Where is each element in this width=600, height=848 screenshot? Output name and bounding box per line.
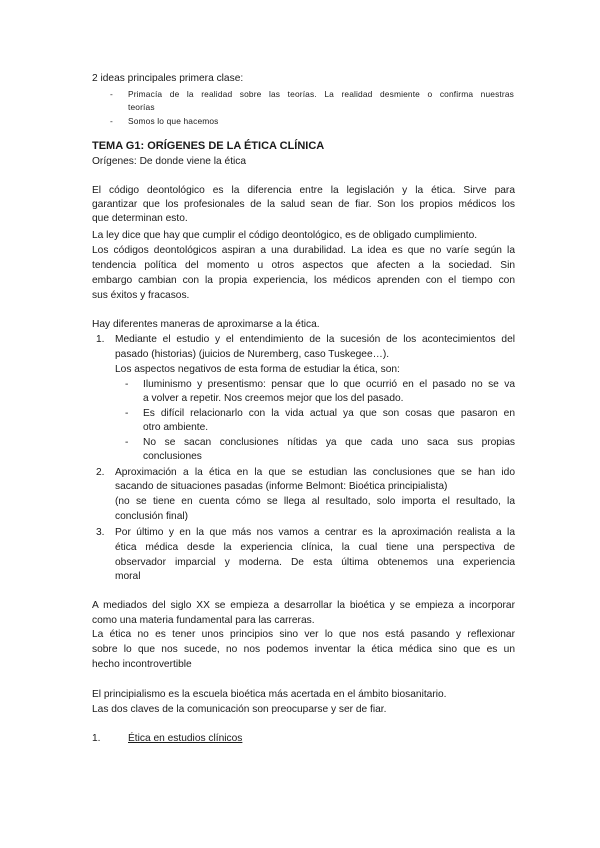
para1-line: La ley dice que hay que cumplir el código deontológico, es de obligado cumplimiento. [92, 230, 478, 241]
intro-bullet-2: Somos lo que hacemos [128, 116, 219, 126]
list-number: 1. [96, 334, 105, 345]
para2-line: sobre lo que nos sucede, no nos podemos inventar la ética médica sino que es un [92, 644, 515, 655]
subbullet-line: Es difícil relacionarlo con la vida actual ya que son cosas que pasaron en [143, 408, 515, 419]
subbullet-marker: - [125, 437, 129, 448]
intro-bullet-1-line-1: Primacía de la realidad sobre las teorías. La realidad desmiente o confirma nuestras [128, 89, 514, 99]
subbullet-marker: - [125, 408, 129, 419]
para2-line: como una materia fundamental para las carreras. [92, 615, 315, 626]
intro-heading: 2 ideas principales primera clase: [92, 73, 244, 84]
para3-line: El principialismo es la escuela bioética más acertada en el ámbito biosanitario. [92, 689, 447, 700]
intro-bullet-1-line-2: teorías [128, 102, 155, 112]
subbullet-line: Iluminismo y presentismo: pensar que lo que ocurrió en el pasado no se va [143, 379, 515, 390]
subbullet-line: otro ambiente. [143, 422, 209, 433]
section-number: 1. [92, 733, 101, 744]
para2-line: hecho incontrovertible [92, 659, 192, 670]
topic-subtitle: Orígenes: De donde viene la ética [92, 156, 247, 167]
topic-title: TEMA G1: ORÍGENES DE LA ÉTICA CLÍNICA [92, 140, 325, 152]
intro-bullet-marker: - [110, 89, 113, 99]
list-number: 3. [96, 527, 105, 538]
para1-line: Los códigos deontológicos aspiran a una durabilidad. La idea es que no varíe según la [92, 245, 515, 256]
subbullet-line: No se sacan conclusiones nítidas ya que cada uno saca sus propias [143, 437, 515, 448]
item-1-line: pasado (historias) (juicios de Nuremberg, caso Tuskegee…). [115, 349, 390, 360]
para1-line: que determinan esto. [92, 213, 188, 224]
item-3-line: observador imparcial y moderna. De esta última obtenemos una experiencia [115, 557, 515, 568]
para1-line: tendencia política del momento u otros aspectos que afecten a la sociedad. Sin [92, 260, 515, 271]
para1-line: garantizar que los profesionales de la salud sean de fiar. Son los propios médicos los [92, 199, 515, 210]
para2-line: A mediados del siglo XX se empieza a desarrollar la bioética y se empieza a incorporar [92, 600, 515, 611]
subbullet-line: conclusiones [143, 451, 202, 462]
item-2-line: sacando de situaciones pasadas (informe Belmont: Bioética principialista) [115, 481, 448, 492]
item-2-line: (no se tiene en cuenta cómo se llega al resultado, solo importa el resultado, la [115, 496, 515, 507]
para2-line: La ética no es tener unos principios sino ver lo que nos está pasando y reflexionar [92, 629, 515, 640]
item-2-line: conclusión final) [115, 511, 189, 522]
para1-line: embargo cambian con la propia experiencia, los médicos aprenden con el tiempo con [92, 275, 515, 286]
item-1-line: Mediante el estudio y el entendimiento de la sucesión de los acontecimientos del [115, 334, 515, 345]
item-2-line: Aproximación a la ética en la que se estudian las conclusiones que se han ido [115, 467, 515, 478]
para1-line: sus éxitos y fracasos. [92, 290, 190, 301]
subbullet-line: a volver a repetir. Nos creemos mejor que los del pasado. [143, 393, 404, 404]
intro-bullet-marker: - [110, 116, 113, 126]
subbullet-marker: - [125, 379, 129, 390]
para3-line: Las dos claves de la comunicación son preocuparse y ser de fiar. [92, 704, 387, 715]
section-title: Ética en estudios clínicos [128, 733, 243, 744]
para1-line: El código deontológico es la diferencia entre la legislación y la ética. Sirve para [92, 185, 515, 196]
approaches-intro: Hay diferentes maneras de aproximarse a la ética. [92, 319, 320, 330]
list-number: 2. [96, 467, 105, 478]
item-1-line: Los aspectos negativos de esta forma de estudiar la ética, son: [115, 364, 400, 375]
item-3-line: ética médica desde la experiencia clínica, la cual tiene una perspectiva de [115, 542, 515, 553]
item-3-line: moral [115, 571, 141, 582]
item-3-line: Por último y en la que más nos vamos a centrar es la aproximación realista a la [115, 527, 515, 538]
